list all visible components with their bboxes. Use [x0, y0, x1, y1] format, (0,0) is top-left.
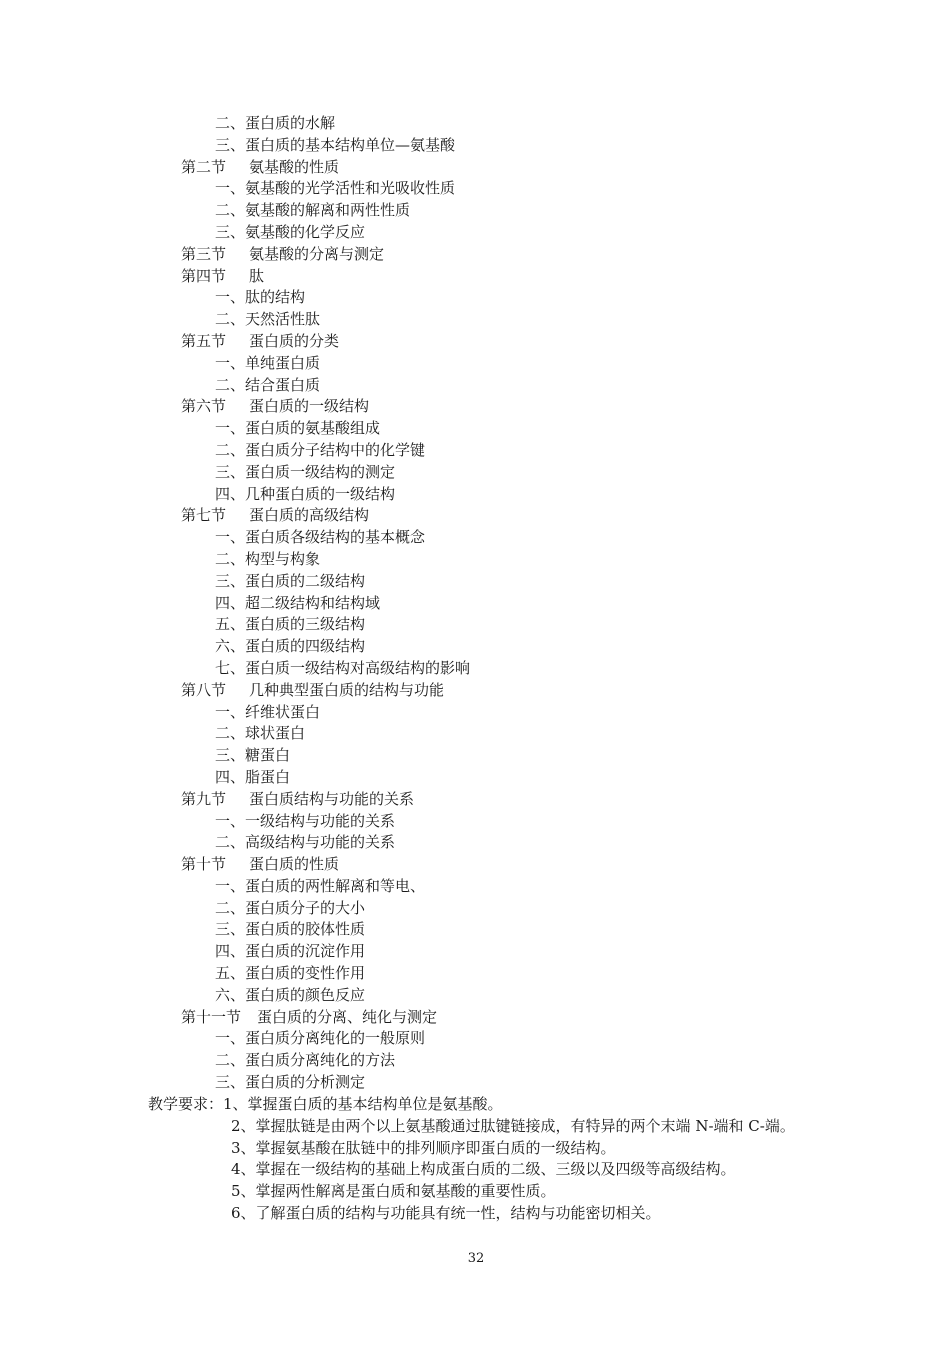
requirement-text: 1、掌握蛋白质的基本结构单位是氨基酸。	[223, 1095, 503, 1113]
section-title: 蛋白质的高级结构	[249, 506, 370, 525]
subsection-item: 四、超二级结构和结构域	[215, 593, 381, 612]
teaching-requirements	[0, 1094, 952, 1225]
subsection-item: 一、纤维状蛋白	[215, 702, 321, 721]
requirement-item: 3、掌握氨基酸在肽链中的排列顺序即蛋白质的一级结构。	[231, 1138, 616, 1157]
subsection-item: 五、蛋白质的三级结构	[215, 615, 366, 634]
section-heading	[0, 1007, 952, 1029]
subsection-item: 二、蛋白质的水解	[215, 114, 336, 132]
subsection-item: 一、一级结构与功能的关系	[215, 811, 396, 830]
subsection-item: 二、球状蛋白	[215, 724, 306, 743]
section-number: 第四节	[181, 266, 227, 285]
section-heading	[0, 331, 952, 353]
subsection-item: 三、蛋白质的二级结构	[215, 571, 366, 590]
subsection-item: 一、单纯蛋白质	[215, 353, 321, 372]
section-number: 第三节	[181, 244, 227, 263]
section-number: 第二节	[181, 157, 227, 176]
section-number: 第八节	[181, 680, 227, 699]
subsection-item: 一、蛋白质各级结构的基本概念	[215, 528, 426, 547]
section-title: 蛋白质的性质	[249, 855, 340, 874]
subsection-item: 七、蛋白质一级结构对高级结构的影响	[215, 658, 471, 677]
subsection-item: 六、蛋白质的四级结构	[215, 637, 366, 656]
requirement-item: 5、掌握两性解离是蛋白质和氨基酸的重要性质。	[231, 1182, 556, 1201]
section-heading	[0, 680, 952, 702]
requirement-item: 4、掌握在一级结构的基础上构成蛋白质的二级、三级以及四级等高级结构。	[231, 1160, 736, 1179]
subsection-item: 二、氨基酸的解离和两性性质	[215, 201, 411, 220]
section-number: 第六节	[181, 397, 227, 416]
page-number: 32	[467, 1251, 485, 1266]
subsection-item: 三、蛋白质一级结构的测定	[215, 462, 396, 481]
section-heading	[0, 157, 952, 179]
section-heading	[0, 244, 952, 266]
subsection-item: 一、氨基酸的光学活性和光吸收性质	[215, 179, 456, 198]
section-heading	[0, 505, 952, 527]
subsection-item: 二、蛋白质分子结构中的化学键	[215, 440, 426, 459]
section-title: 蛋白质结构与功能的关系	[249, 789, 415, 808]
subsection-item: 四、几种蛋白质的一级结构	[215, 484, 396, 503]
subsection-item: 六、蛋白质的颜色反应	[215, 985, 366, 1004]
section-number: 第九节	[181, 789, 227, 808]
section-number: 第十节	[181, 855, 227, 874]
subsection-item: 二、蛋白质分子的大小	[215, 898, 366, 917]
section-heading	[0, 789, 952, 811]
subsection-item: 三、氨基酸的化学反应	[215, 222, 366, 241]
section-heading	[0, 266, 952, 288]
table-of-contents	[0, 113, 952, 1094]
section-title: 氨基酸的性质	[249, 157, 340, 176]
section-title: 蛋白质的一级结构	[249, 397, 370, 416]
subsection-item: 一、蛋白质的氨基酸组成	[215, 419, 381, 438]
subsection-item: 三、糖蛋白	[215, 746, 291, 765]
requirement-item: 2、掌握肽链是由两个以上氨基酸通过肽键链接成，有特异的两个末端 N-端和 C-端。	[231, 1116, 795, 1135]
requirement-item	[0, 1094, 952, 1116]
subsection-item: 一、蛋白质分离纯化的一般原则	[215, 1029, 426, 1048]
subsection-item: 五、蛋白质的变性作用	[215, 964, 366, 983]
section-title: 几种典型蛋白质的结构与功能	[249, 680, 445, 699]
subsection-item: 二、天然活性肽	[215, 310, 321, 329]
subsection-item: 三、蛋白质的基本结构单位—氨基酸	[215, 135, 456, 154]
section-title: 蛋白质的分类	[249, 331, 340, 350]
section-number: 第十一节	[181, 1007, 242, 1026]
subsection-item: 一、蛋白质的两性解离和等电、	[215, 876, 426, 895]
section-heading	[0, 396, 952, 418]
subsection-item: 四、脂蛋白	[215, 767, 291, 786]
section-title: 蛋白质的分离、纯化与测定	[257, 1007, 438, 1026]
subsection-item: 二、蛋白质分离纯化的方法	[215, 1051, 396, 1070]
subsection-item: 一、肽的结构	[215, 288, 306, 307]
section-number: 第五节	[181, 331, 227, 350]
section-title: 肽	[249, 266, 265, 285]
subsection-item: 四、蛋白质的沉淀作用	[215, 942, 366, 961]
section-title: 氨基酸的分离与测定	[249, 244, 385, 263]
section-heading	[0, 854, 952, 876]
requirements-label: 教学要求：	[148, 1095, 224, 1113]
subsection-item: 二、高级结构与功能的关系	[215, 833, 396, 852]
subsection-item: 二、结合蛋白质	[215, 375, 321, 394]
requirement-item: 6、了解蛋白质的结构与功能具有统一性，结构与功能密切相关。	[231, 1203, 661, 1222]
section-number: 第七节	[181, 506, 227, 525]
subsection-item: 三、蛋白质的胶体性质	[215, 920, 366, 939]
subsection-item: 二、构型与构象	[215, 549, 321, 568]
subsection-item: 三、蛋白质的分析测定	[215, 1073, 366, 1092]
